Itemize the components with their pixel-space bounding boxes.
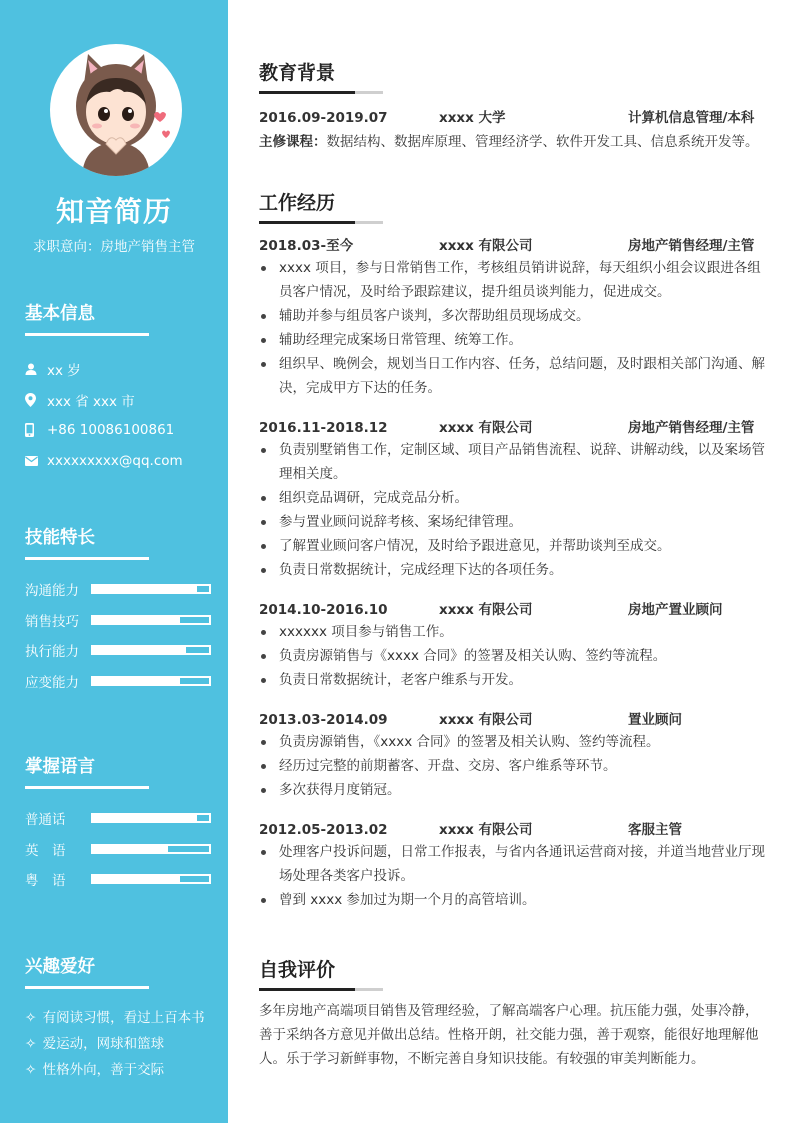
- list-item: 组织早、晚例会，规划当日工作内容、任务，总结问题，及时跟相关部门沟通、解决，完成甲方下达的任务。: [259, 352, 769, 400]
- basic-info-title: 基本信息: [25, 304, 95, 324]
- job-role: 置业顾问: [628, 712, 682, 728]
- job-entry: [259, 600, 769, 692]
- language-row: [25, 864, 215, 895]
- job-date: 2014.10-2016.10: [259, 602, 388, 618]
- list-item: 负责日常数据统计，完成经理下达的各项任务。: [259, 558, 769, 582]
- skill-bar: [91, 676, 211, 686]
- hobbies-underline: [25, 986, 149, 989]
- job-bullets: [259, 840, 769, 912]
- hobby-item: ✧ 性格外向，善于交际: [25, 1062, 165, 1078]
- job-role: 客服主管: [628, 822, 682, 838]
- skill-label: 沟通能力: [25, 583, 79, 600]
- list-item: 辅助并参与组员客户谈判，多次帮助组员现场成交。: [259, 304, 769, 328]
- job-bullets: [259, 620, 769, 692]
- sparkle-icon: ✧: [25, 1010, 37, 1026]
- basic-info-list: [25, 354, 215, 476]
- course-list: 数据结构、数据库原理、管理经济学、软件开发工具、信息系统开发等。: [326, 134, 759, 150]
- language-bar-fill: [93, 815, 197, 821]
- location-pin-icon: [25, 393, 47, 407]
- language-row: [25, 803, 215, 834]
- skill-row: [25, 635, 215, 666]
- language-row: [25, 834, 215, 865]
- job-entry: [259, 710, 769, 802]
- basic-info-underline: [25, 333, 149, 336]
- skills-underline: [25, 557, 149, 560]
- self-eval-underline: [259, 988, 383, 991]
- work-title: 工作经历: [259, 192, 336, 214]
- skill-row: [25, 574, 215, 605]
- sparkle-icon: ✧: [25, 1062, 37, 1078]
- skill-bar: [91, 645, 211, 655]
- education-section: [259, 58, 769, 152]
- job-entry: [259, 820, 769, 912]
- job-company: xxxx 有限公司: [439, 238, 533, 254]
- job-date: 2016.11-2018.12: [259, 420, 388, 436]
- info-age-text: xx 岁: [47, 363, 81, 380]
- self-eval-title: 自我评价: [259, 959, 336, 981]
- list-item: xxxx 项目，参与日常销售工作，考核组员销讲说辞，每天组织小组会议跟进各组员客户情况，及时给予跟踪建议，提升组员谈判能力，促进成交。: [259, 256, 769, 304]
- info-location: [25, 385, 215, 416]
- hobby-item: ✧ 爱运动，网球和篮球: [25, 1036, 165, 1052]
- language-bar-fill: [93, 876, 180, 882]
- job-role: 房地产销售经理/主管: [628, 238, 755, 254]
- list-item: 参与置业顾问说辞考核、案场纪律管理。: [259, 510, 769, 534]
- info-location-text: xxx 省 xxx 市: [47, 393, 135, 410]
- skill-label: 销售技巧: [25, 613, 79, 630]
- job-header: [259, 820, 769, 840]
- job-date: 2013.03-2014.09: [259, 712, 388, 728]
- languages-section: [25, 753, 215, 895]
- education-date: 2016.09-2019.07: [259, 110, 388, 126]
- list-item: 负责房源销售与《xxxx 合同》的签署及相关认购、签约等流程。: [259, 644, 769, 668]
- education-title: 教育背景: [259, 62, 336, 84]
- job-entry: [259, 236, 769, 400]
- info-phone: [25, 415, 215, 446]
- work-underline: [259, 221, 383, 224]
- education-school: xxxx 大学: [439, 110, 506, 126]
- job-date: 2018.03-至今: [259, 238, 354, 254]
- skill-bar-fill: [93, 617, 180, 623]
- list-item: 经历过完整的前期蓄客、开盘、交房、客户维系等环节。: [259, 754, 769, 778]
- list-item: 负责房源销售，《xxxx 合同》的签署及相关认购、签约等流程。: [259, 730, 769, 754]
- list-item: 了解置业顾问客户情况，及时给予跟进意见，并帮助谈判至成交。: [259, 534, 769, 558]
- job-role: 房地产置业顾问: [628, 602, 723, 618]
- hobbies-list: [25, 1005, 215, 1083]
- list-item: 负责日常数据统计，老客户维系与开发。: [259, 668, 769, 692]
- skill-bar: [91, 584, 211, 594]
- job-company: xxxx 有限公司: [439, 822, 533, 838]
- skill-bar-fill: [93, 647, 186, 653]
- list-item: 负责别墅销售工作，定制区域、项目产品销售流程、说辞、讲解动线，以及案场管理相关度。: [259, 438, 769, 486]
- skills-list: [25, 574, 215, 696]
- job-intent: 求职意向：房地产销售主管: [33, 239, 195, 255]
- self-eval-section: [259, 955, 769, 1071]
- language-bar: [91, 874, 211, 884]
- hobbies-title: 兴趣爱好: [25, 957, 95, 977]
- work-section: [259, 188, 769, 224]
- hobbies-section: [25, 953, 215, 1083]
- sidebar: [0, 0, 228, 1123]
- languages-title: 掌握语言: [25, 757, 95, 777]
- skill-label: 执行能力: [25, 644, 79, 661]
- candidate-name: 知音简历: [55, 195, 172, 228]
- skills-section: [25, 524, 215, 696]
- language-label: 普通话: [25, 812, 66, 829]
- job-date: 2012.05-2013.02: [259, 822, 388, 838]
- skill-bar: [91, 615, 211, 625]
- language-label: 粤 语: [25, 873, 66, 890]
- hobby-item: ✧ 有阅读习惯，看过上百本书: [25, 1010, 205, 1026]
- skill-bar-fill: [93, 678, 180, 684]
- skill-label: 应变能力: [25, 674, 79, 691]
- list-item: 多次获得月度销冠。: [259, 778, 769, 802]
- job-bullets: [259, 256, 769, 400]
- skill-row: [25, 666, 215, 697]
- job-entry: [259, 418, 769, 582]
- job-company: xxxx 有限公司: [439, 602, 533, 618]
- education-underline: [259, 91, 383, 94]
- language-bar: [91, 813, 211, 823]
- list-item: xxxxxx 项目参与销售工作。: [259, 620, 769, 644]
- envelope-icon: [25, 456, 47, 466]
- list-item: 处理客户投诉问题，日常工作报表，与省内各通讯运营商对接，并道当地营业厅现场处理各类客户投诉。: [259, 840, 769, 888]
- self-eval-text: 多年房地产高端项目销售及管理经验，了解高端客户心理。抗压能力强，处事冷静，善于采纳各方意见并做出总结。性格开朗，社交能力强，善于观察，能很好地理解他人。乐于学习新鲜事物，不断完善自身知识技能。有较强的审美判断能力。: [259, 1003, 759, 1067]
- list-item: 曾到 xxxx 参加过为期一个月的高管培训。: [259, 888, 769, 912]
- list-item: 辅助经理完成案场日常管理、统筹工作。: [259, 328, 769, 352]
- skill-row: [25, 605, 215, 636]
- info-age: [25, 354, 215, 385]
- list-item: 组织竞品调研，完成竞品分析。: [259, 486, 769, 510]
- job-bullets: [259, 730, 769, 802]
- job-company: xxxx 有限公司: [439, 420, 533, 436]
- education-major: 计算机信息管理/本科: [628, 110, 755, 126]
- sparkle-icon: ✧: [25, 1036, 37, 1052]
- cartoon-avatar-image: [50, 44, 182, 176]
- info-email: [25, 446, 215, 477]
- languages-underline: [25, 786, 149, 789]
- job-header: [259, 236, 769, 256]
- person-icon: [25, 363, 47, 375]
- language-bar: [91, 844, 211, 854]
- job-header: [259, 710, 769, 730]
- course-label: 主修课程：: [259, 134, 327, 150]
- language-label: 英 语: [25, 842, 66, 859]
- job-header: [259, 418, 769, 438]
- info-phone-text: +86 10086100861: [47, 422, 175, 439]
- skill-bar-fill: [93, 586, 197, 592]
- job-bullets: [259, 438, 769, 582]
- info-email-text: xxxxxxxxx@qq.com: [47, 452, 183, 469]
- languages-list: [25, 803, 215, 895]
- basic-info-section: [25, 300, 215, 476]
- job-header: [259, 600, 769, 620]
- language-bar-fill: [93, 846, 168, 852]
- job-role: 房地产销售经理/主管: [628, 420, 755, 436]
- phone-icon: [25, 423, 47, 437]
- education-header: [259, 108, 769, 128]
- job-company: xxxx 有限公司: [439, 712, 533, 728]
- avatar: [50, 44, 182, 176]
- skills-title: 技能特长: [25, 528, 95, 548]
- education-courses: [259, 132, 769, 152]
